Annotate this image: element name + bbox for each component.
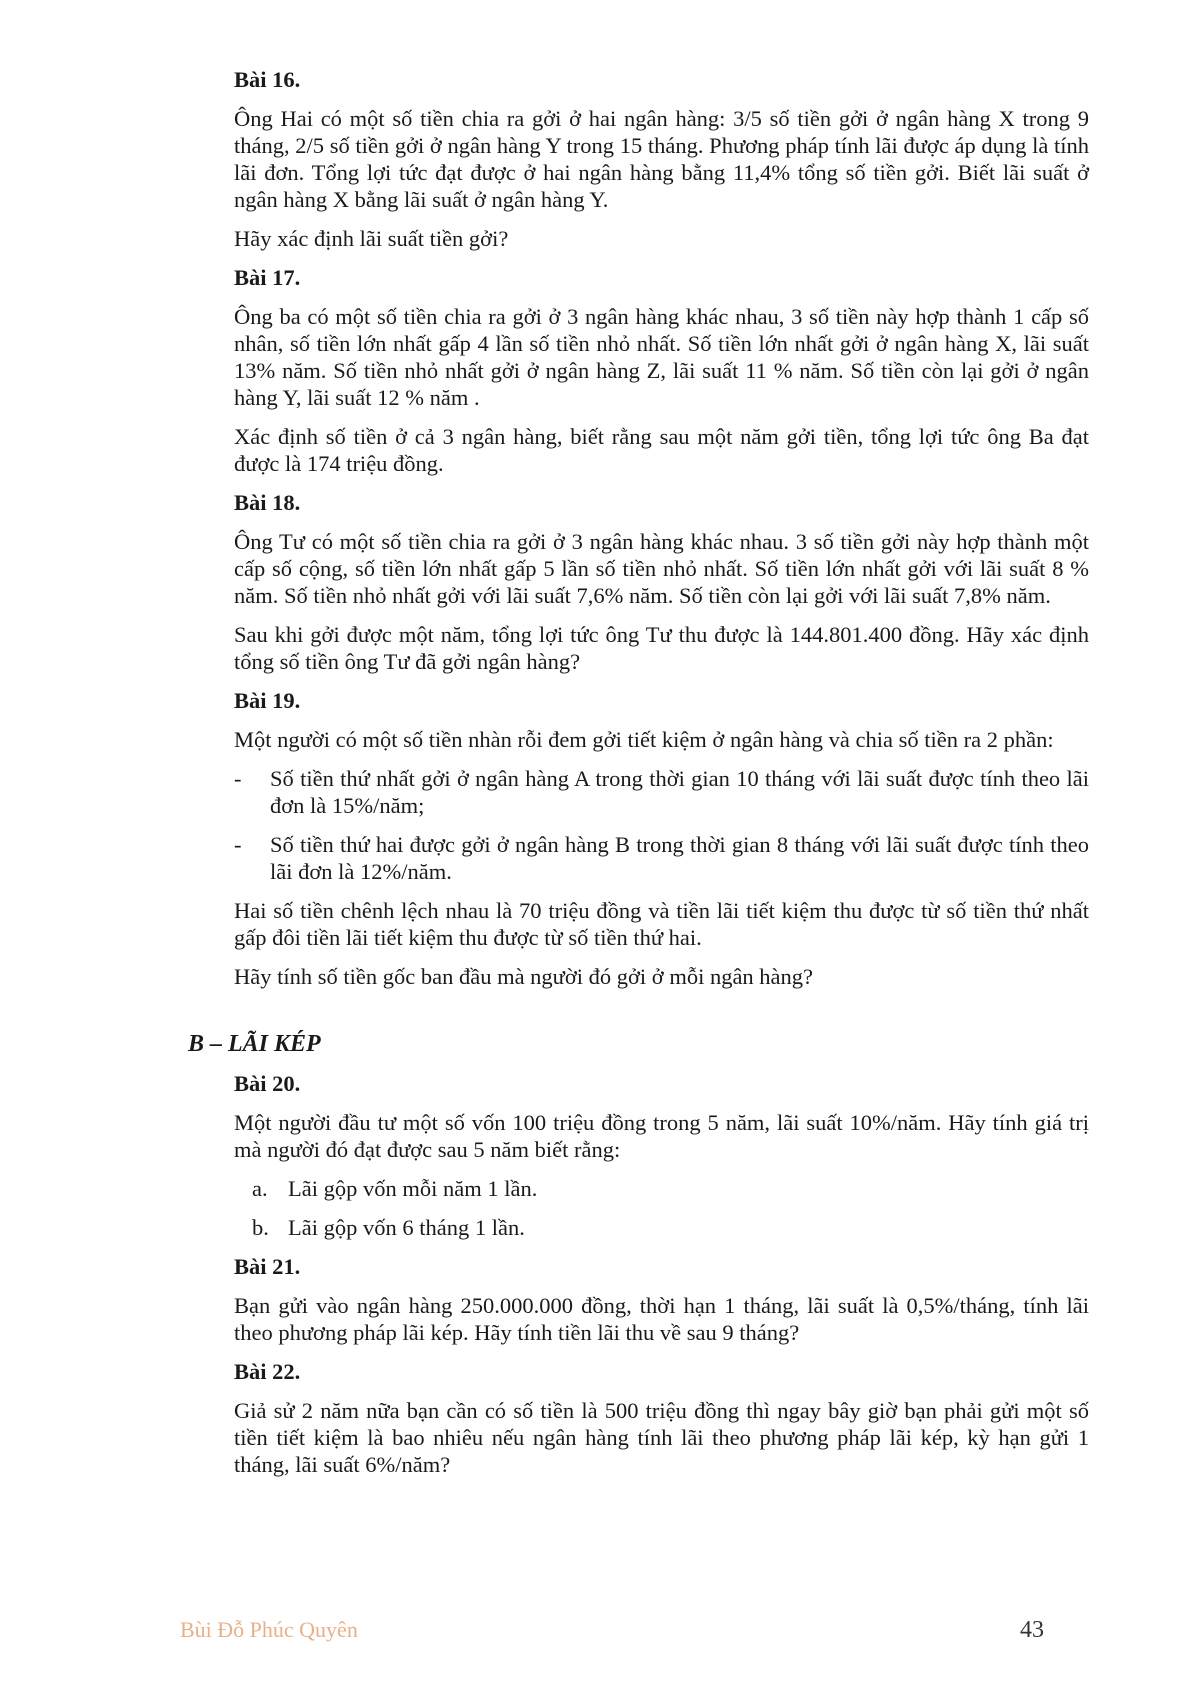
option-marker: b. [252, 1215, 269, 1240]
problem-18-title: Bài 18. [234, 490, 301, 515]
problem-20-option-b [252, 1214, 1089, 1241]
problem-16-title: Bài 16. [234, 67, 301, 92]
problem-20-option-a [252, 1175, 1089, 1202]
problem-18-text: Ông Tư có một số tiền chia ra gởi ở 3 ngân hàng khác nhau. 3 số tiền gởi này hợp thành một cấp số cộng, số tiền lớn nhất gấp 5 lần số tiền nhỏ nhất. Số tiền lớn nhất gởi với lãi suất 8 % năm. Số tiền nhỏ nhất gởi với lãi suất 7,6% năm. Số tiền còn lại gởi với lãi suất 7,8% năm. [234, 529, 1089, 608]
problem-21-title: Bài 21. [234, 1254, 301, 1279]
page-content [188, 66, 1089, 1490]
option-text: Lãi gộp vốn 6 tháng 1 lần. [288, 1215, 525, 1240]
bullet-dash: - [234, 832, 242, 857]
problem-17-question: Xác định số tiền ở cả 3 ngân hàng, biết rằng sau một năm gởi tiền, tổng lợi tức ông Ba đạt được là 174 triệu đồng. [234, 424, 1089, 476]
problem-17-text: Ông ba có một số tiền chia ra gởi ở 3 ngân hàng khác nhau, 3 số tiền này hợp thành 1 cấp số nhân, số tiền lớn nhất gấp 4 lần số tiền nhỏ nhất. Số tiền lớn nhất gởi ở ngân hàng X, lãi suất 13% năm. Số tiền nhỏ nhất gởi ở ngân hàng Z, lãi suất 11 % năm. Số tiền còn lại gởi ở ngân hàng Y, lãi suất 12 % năm . [234, 304, 1089, 410]
problem-19-title: Bài 19. [234, 688, 301, 713]
problem-19-bullet-2 [234, 831, 1089, 885]
problem-20-text: Một người đầu tư một số vốn 100 triệu đồng trong 5 năm, lãi suất 10%/năm. Hãy tính giá trị mà người đó đạt được sau 5 năm biết rằng: [234, 1110, 1089, 1162]
problem-22-title: Bài 22. [234, 1359, 301, 1384]
problem-19-condition: Hai số tiền chênh lệch nhau là 70 triệu đồng và tiền lãi tiết kiệm thu được từ số tiền thứ nhất gấp đôi tiền lãi tiết kiệm thu được từ số tiền thứ hai. [234, 898, 1089, 950]
problem-19-question: Hãy tính số tiền gốc ban đầu mà người đó gởi ở mỗi ngân hàng? [234, 964, 814, 989]
problem-16-question: Hãy xác định lãi suất tiền gởi? [234, 226, 509, 251]
problem-22-text: Giả sử 2 năm nữa bạn cần có số tiền là 500 triệu đồng thì ngay bây giờ bạn phải gửi một số tiền tiết kiệm là bao nhiêu nếu ngân hàng tính lãi theo phương pháp lãi kép, kỳ hạn gửi 1 tháng, lãi suất 6%/năm? [234, 1398, 1089, 1477]
problem-16-text: Ông Hai có một số tiền chia ra gởi ở hai ngân hàng: 3/5 số tiền gởi ở ngân hàng X trong 9 tháng, 2/5 số tiền gởi ở ngân hàng Y trong 15 tháng. Phương pháp tính lãi được áp dụng là tính lãi đơn. Tổng lợi tức đạt được ở hai ngân hàng bằng 11,4% tổng số tiền gởi. Biết lãi suất ở ngân hàng X bằng lãi suất ở ngân hàng Y. [234, 106, 1089, 212]
problem-20-title: Bài 20. [234, 1071, 301, 1096]
option-text: Lãi gộp vốn mỗi năm 1 lần. [288, 1176, 538, 1201]
bullet-text: Số tiền thứ nhất gởi ở ngân hàng A trong thời gian 10 tháng với lãi suất được tính theo lãi đơn là 15%/năm; [270, 766, 1089, 818]
footer-author: Bùi Đỗ Phúc Quyên [180, 1617, 358, 1642]
option-marker: a. [252, 1176, 268, 1201]
problem-19-text: Một người có một số tiền nhàn rỗi đem gởi tiết kiệm ở ngân hàng và chia số tiền ra 2 phần: [234, 727, 1054, 752]
problem-17-title: Bài 17. [234, 265, 301, 290]
problem-19-bullet-1 [234, 765, 1089, 819]
bullet-text: Số tiền thứ hai được gởi ở ngân hàng B trong thời gian 8 tháng với lãi suất được tính theo lãi đơn là 12%/năm. [270, 832, 1089, 884]
problem-21-text: Bạn gửi vào ngân hàng 250.000.000 đồng, thời hạn 1 tháng, lãi suất là 0,5%/tháng, tính lãi theo phương pháp lãi kép. Hãy tính tiền lãi thu về sau 9 tháng? [234, 1293, 1089, 1345]
bullet-dash: - [234, 766, 242, 791]
section-heading-compound-interest: B – LÃI KÉP [188, 1031, 321, 1057]
footer-page-number: 43 [1020, 1617, 1044, 1643]
problem-18-question: Sau khi gởi được một năm, tổng lợi tức ông Tư thu được là 144.801.400 đồng. Hãy xác định tổng số tiền ông Tư đã gởi ngân hàng? [234, 622, 1089, 674]
